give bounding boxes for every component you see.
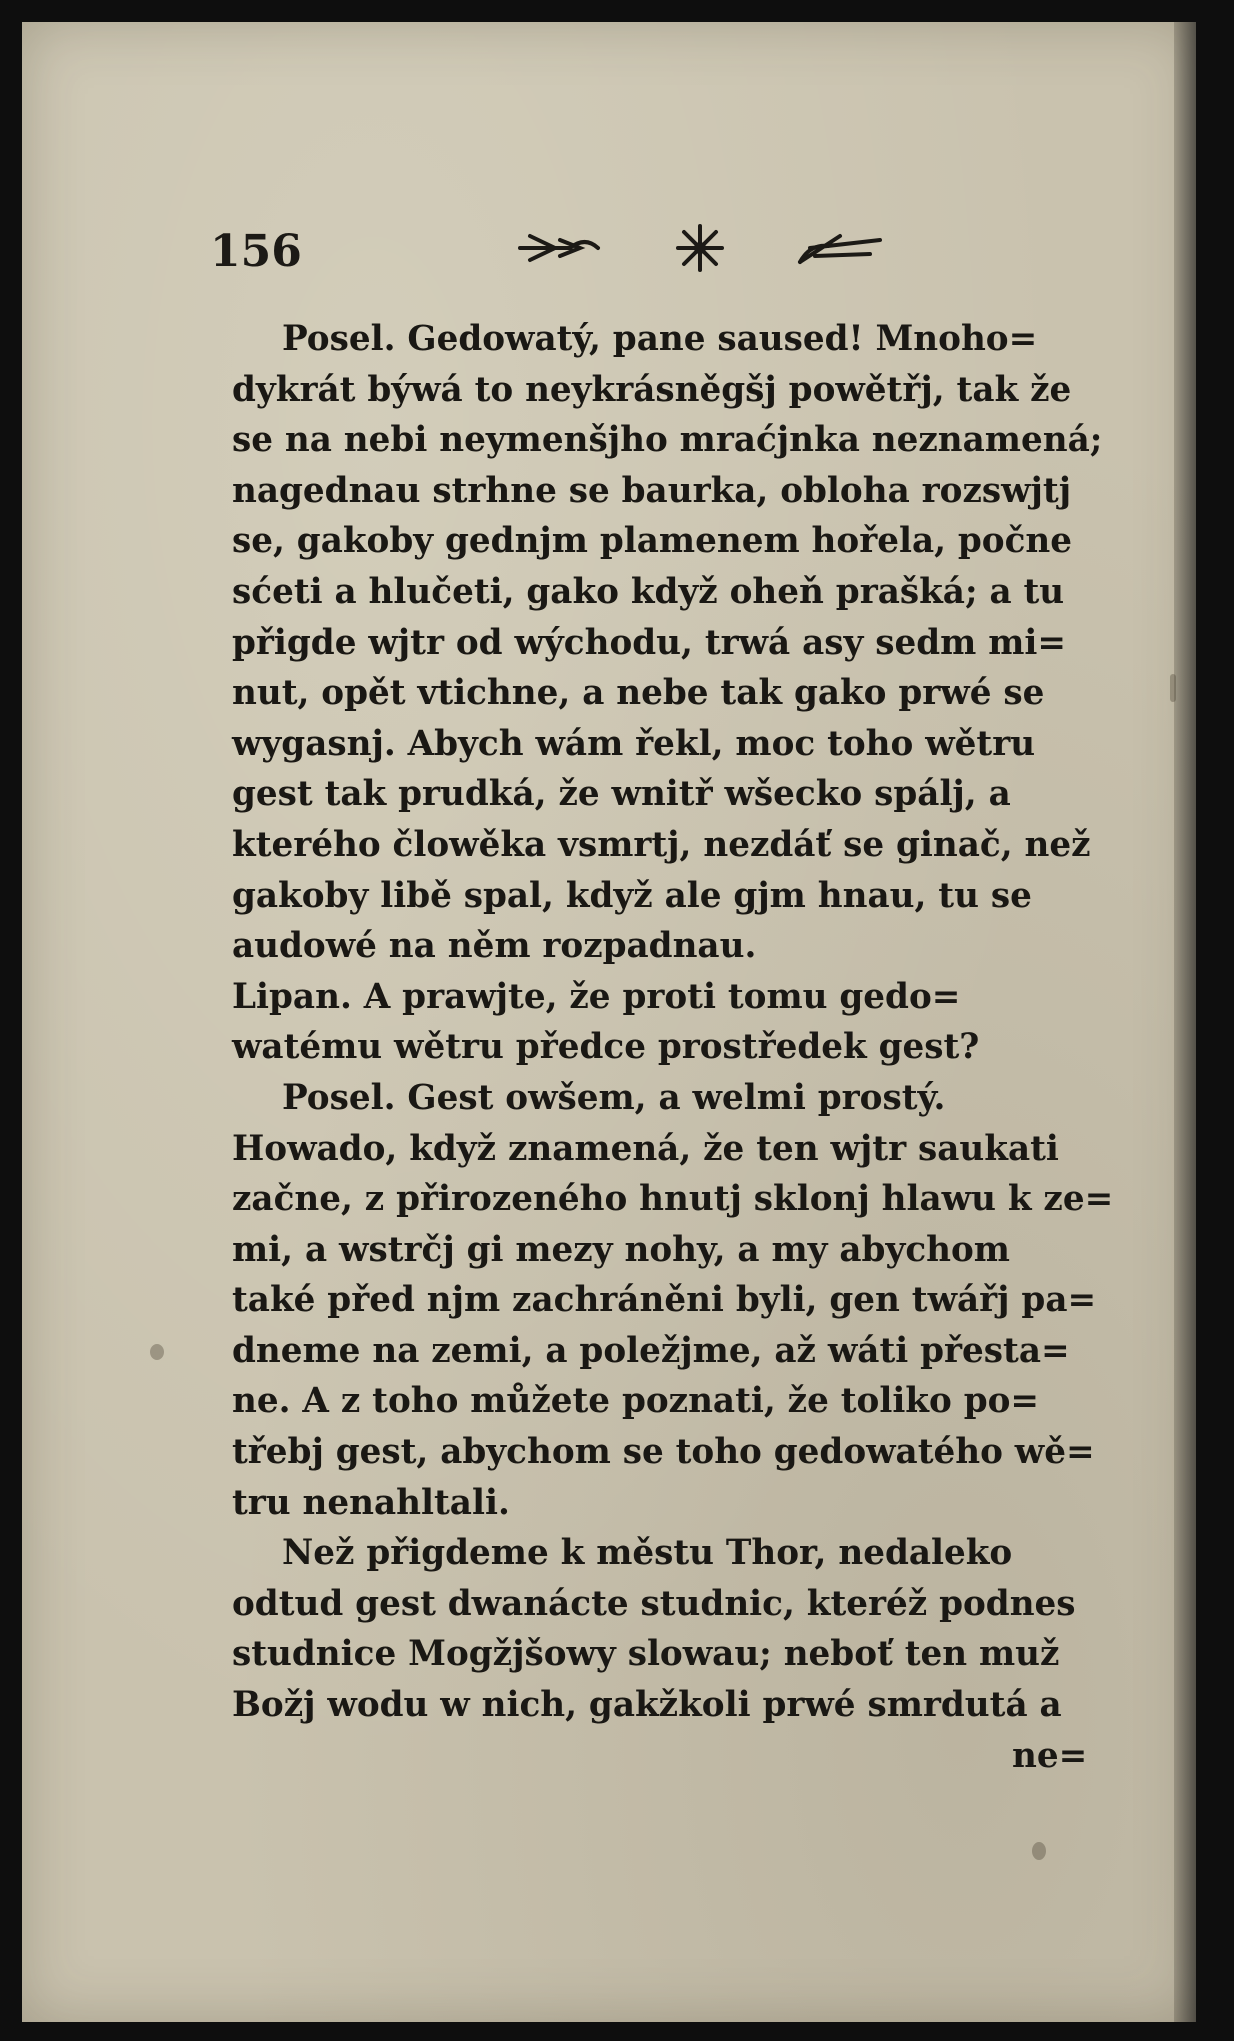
text-line: audowé na něm rozpadnau. [232, 926, 757, 967]
text-line: sćeti a hlučeti, gako když oheň prašká; a tu [232, 571, 1065, 612]
paper-stain [1032, 1842, 1046, 1860]
page-header [210, 218, 930, 278]
text-line: watému wětru předce prostředek gest? [232, 1027, 980, 1068]
page-number: 156 [210, 226, 302, 277]
paper-stain [150, 1344, 164, 1360]
text-line: Božj wodu w nich, gakžkoli prwé smrdutá a [232, 1685, 1062, 1726]
page-edge-shadow [1174, 22, 1196, 2022]
text-line: Howado, když znamená, že ten wjtr saukati [232, 1128, 1059, 1169]
text-line: kterého člowěka vsmrtj, nezdáť se ginač, než [232, 824, 1091, 865]
text-line: se, gakoby gednjm plamenem hořela, počne [232, 521, 1073, 562]
text-line: nut, opět vtichne, a nebe tak gako prwé se [232, 673, 1045, 714]
text-line: dneme na zemi, a poležjme, až wáti přesta= [232, 1330, 1070, 1371]
text-line: ne. A z toho můžete poznati, že toliko po= [232, 1381, 1040, 1422]
text-line: gest tak prudká, že wnitř wšecko spálj, a [232, 774, 1011, 815]
text-line: wygasnj. Abych wám řekl, moc toho wětru [232, 723, 1036, 764]
text-line: Lipan. A prawjte, že proti tomu gedo= [232, 976, 961, 1017]
text-line: Než přigdeme k městu Thor, nedaleko [282, 1533, 1013, 1574]
text-line: začne, z přirozeného hnutj sklonj hlawu k ze= [232, 1179, 1114, 1220]
paper-stain [1170, 674, 1176, 702]
text-line: odtud gest dwanácte studnic, kteréž podnes [232, 1583, 1076, 1624]
text-line: Posel. Gest owšem, a welmi prostý. [282, 1077, 946, 1118]
text-line: také před njm zachráněni byli, gen twářj pa= [232, 1280, 1097, 1321]
text-line: studnice Mogžjšowy slowau; neboť ten muž [232, 1634, 1060, 1675]
text-line: se na nebi neymenšjho mraćjnka neznamená; [232, 420, 1103, 461]
text-line: třebj gest, abychom se toho gedowatého wě= [232, 1432, 1095, 1473]
text-line: nagednau strhne se baurka, obloha rozswjtj [232, 470, 1072, 511]
text-line: Posel. Gedowatý, pane saused! Mnoho= [282, 319, 1038, 359]
text-line: tru nenahltali. [232, 1482, 510, 1523]
text-line: gakoby libě spal, když ale gjm hnau, tu se [232, 875, 1032, 916]
catchword: ne= [1012, 1735, 1088, 1776]
text-line: dykrát býwá to neykrásněgšj powětřj, tak že [232, 369, 1072, 410]
text-line: přigde wjtr od wýchodu, trwá asy sedm mi= [232, 622, 1067, 663]
body-text [232, 314, 1112, 1781]
book-page [22, 22, 1196, 2022]
ornament-vignette-icon [510, 218, 890, 278]
text-line: mi, a wstrčj gi mezy nohy, a my abychom [232, 1229, 1010, 1270]
